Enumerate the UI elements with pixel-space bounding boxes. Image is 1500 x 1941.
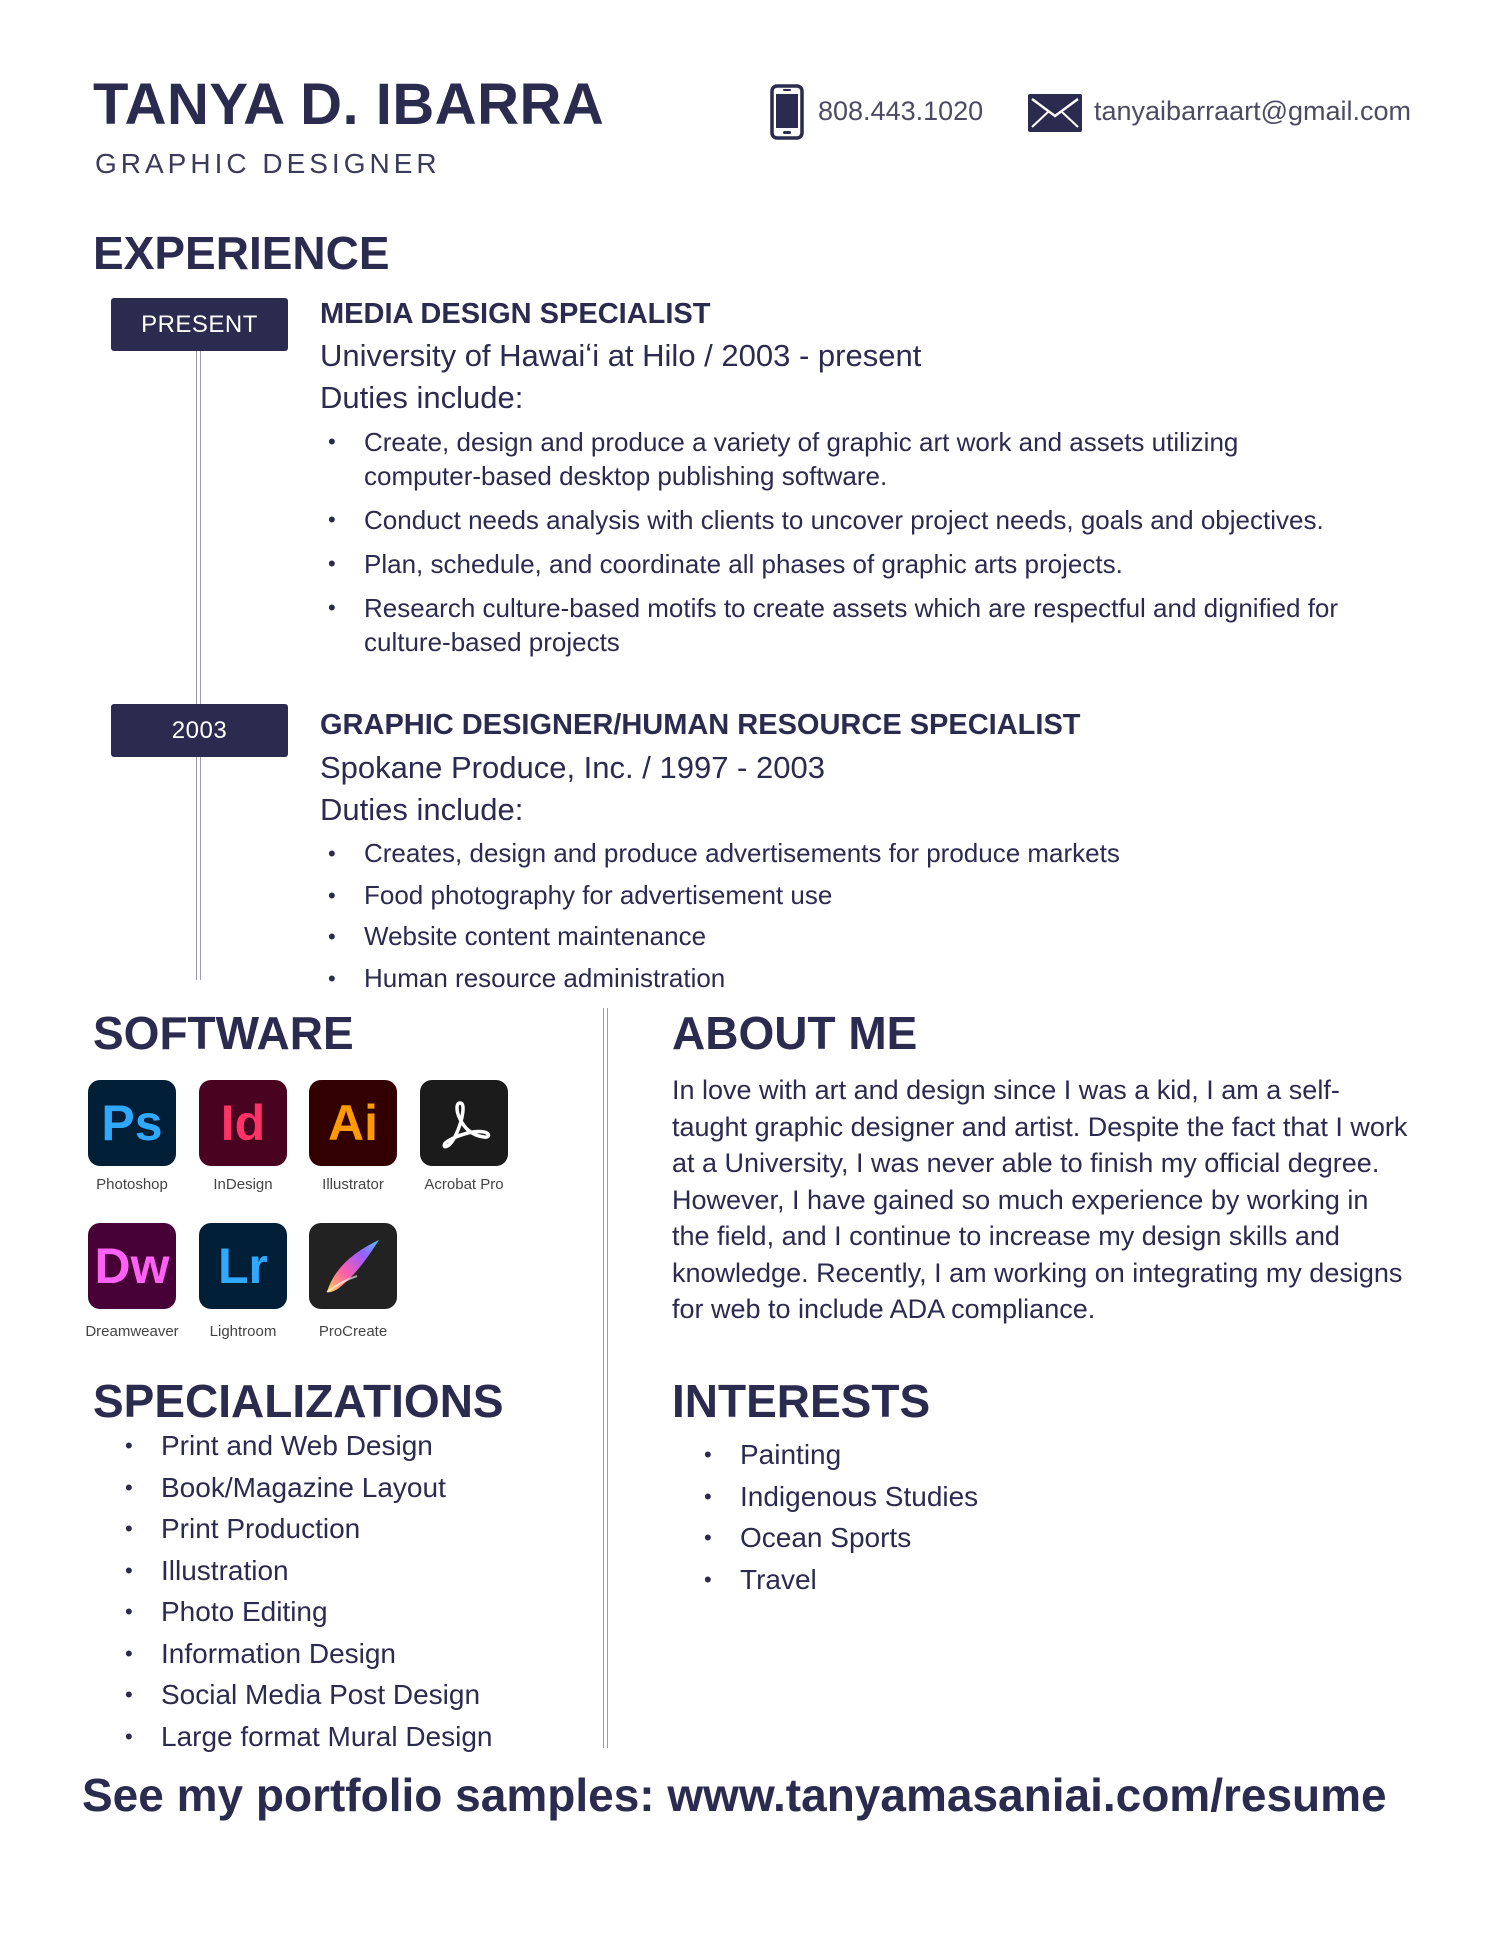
job-title: MEDIA DESIGN SPECIALIST: [320, 298, 711, 330]
app-acrobat: [409, 1080, 519, 1193]
portfolio-link[interactable]: See my portfolio samples: www.tanyamasaniai.com/resume: [82, 1769, 1387, 1821]
app-lightroom: [188, 1223, 298, 1340]
list-item: • Plan, schedule, and coordinate all phases of graphic arts projects.: [320, 547, 1360, 581]
date-badge-2003: 2003: [111, 704, 288, 757]
dreamweaver-icon: Dw: [88, 1223, 176, 1309]
job-title: GRAPHIC DESIGNER/HUMAN RESOURCE SPECIALIST: [320, 709, 1081, 741]
list-item: • Website content maintenance: [320, 916, 1360, 958]
list-item: • Conduct needs analysis with clients to uncover project needs, goals and objectives.: [320, 503, 1360, 537]
timeline-line: [196, 756, 201, 980]
column-divider: [603, 1008, 608, 1748]
specializations-list: [95, 1425, 492, 1757]
list-item: • Research culture-based motifs to create assets which are respectful and dignified for culture-based projects: [320, 591, 1360, 659]
list-item: • Travel: [674, 1559, 978, 1601]
indesign-icon: Id: [199, 1080, 287, 1166]
acrobat-icon: [420, 1080, 508, 1166]
job-duties-label: Duties include:: [320, 792, 524, 827]
app-indesign: [188, 1080, 298, 1193]
list-item: • Create, design and produce a variety of graphic art work and assets utilizing computer-based desktop publishing software.: [320, 425, 1360, 493]
resume-role: GRAPHIC DESIGNER: [95, 148, 441, 179]
job-duties-label: Duties include:: [320, 380, 524, 415]
list-item: • Indigenous Studies: [674, 1476, 978, 1518]
list-item: • Print Production: [95, 1508, 492, 1550]
interests-heading: INTERESTS: [672, 1375, 931, 1427]
list-item: • Painting: [674, 1434, 978, 1476]
list-item: • Human resource administration: [320, 958, 1360, 1000]
procreate-icon: [309, 1223, 397, 1309]
list-item: • Photo Editing: [95, 1591, 492, 1633]
app-label: ProCreate: [318, 1323, 388, 1340]
list-item: • Food photography for advertisement use: [320, 875, 1360, 917]
interests-list: [674, 1434, 978, 1600]
lightroom-icon: Lr: [199, 1223, 287, 1309]
list-item: • Creates, design and produce advertisements for produce markets: [320, 833, 1360, 875]
job-organization: Spokane Produce, Inc. / 1997 - 2003: [320, 750, 825, 785]
email-address: tanyaibarraart@gmail.com: [1094, 96, 1412, 126]
app-label: Illustrator: [322, 1176, 384, 1193]
list-item: • Book/Magazine Layout: [95, 1467, 492, 1509]
envelope-icon: [1028, 94, 1082, 132]
phone-number: 808.443.1020: [818, 96, 984, 126]
illustrator-icon: Ai: [309, 1080, 397, 1166]
job-duties-list: [320, 833, 1360, 999]
about-heading: ABOUT ME: [672, 1007, 918, 1059]
software-heading: SOFTWARE: [93, 1007, 354, 1059]
list-item: • Large format Mural Design: [95, 1716, 492, 1758]
job-organization: University of Hawaiʻi at Hilo / 2003 - present: [320, 338, 922, 373]
app-label: Dreamweaver: [85, 1323, 179, 1340]
app-label: InDesign: [213, 1176, 273, 1193]
job-duties-list: [320, 425, 1360, 659]
list-item: • Print and Web Design: [95, 1425, 492, 1467]
app-dreamweaver: [77, 1223, 187, 1340]
list-item: • Illustration: [95, 1550, 492, 1592]
experience-heading: EXPERIENCE: [93, 227, 390, 279]
list-item: • Social Media Post Design: [95, 1674, 492, 1716]
app-label: Lightroom: [209, 1323, 277, 1340]
app-illustrator: [298, 1080, 408, 1193]
date-badge-present: PRESENT: [111, 298, 288, 351]
resume-name: TANYA D. IBARRA: [93, 72, 605, 137]
list-item: • Information Design: [95, 1633, 492, 1675]
photoshop-icon: Ps: [88, 1080, 176, 1166]
about-paragraph: In love with art and design since I was a kid, I am a self-taught graphic designer and artist. Despite the fact that I work at a University, I was never able to finish my official degree. However, I have gained so much experience by working in the field, and I continue to increase my design skills and knowledge. Recently, I am working on integrating my designs for web to include ADA compliance.: [672, 1075, 1408, 1324]
app-label: Acrobat Pro: [424, 1176, 504, 1193]
timeline-line: [196, 350, 201, 730]
app-photoshop: [77, 1080, 187, 1193]
specializations-heading: SPECIALIZATIONS: [93, 1375, 504, 1427]
app-label: Photoshop: [96, 1176, 168, 1193]
app-procreate: [298, 1223, 408, 1340]
list-item: • Ocean Sports: [674, 1517, 978, 1559]
phone-icon: [770, 84, 804, 140]
